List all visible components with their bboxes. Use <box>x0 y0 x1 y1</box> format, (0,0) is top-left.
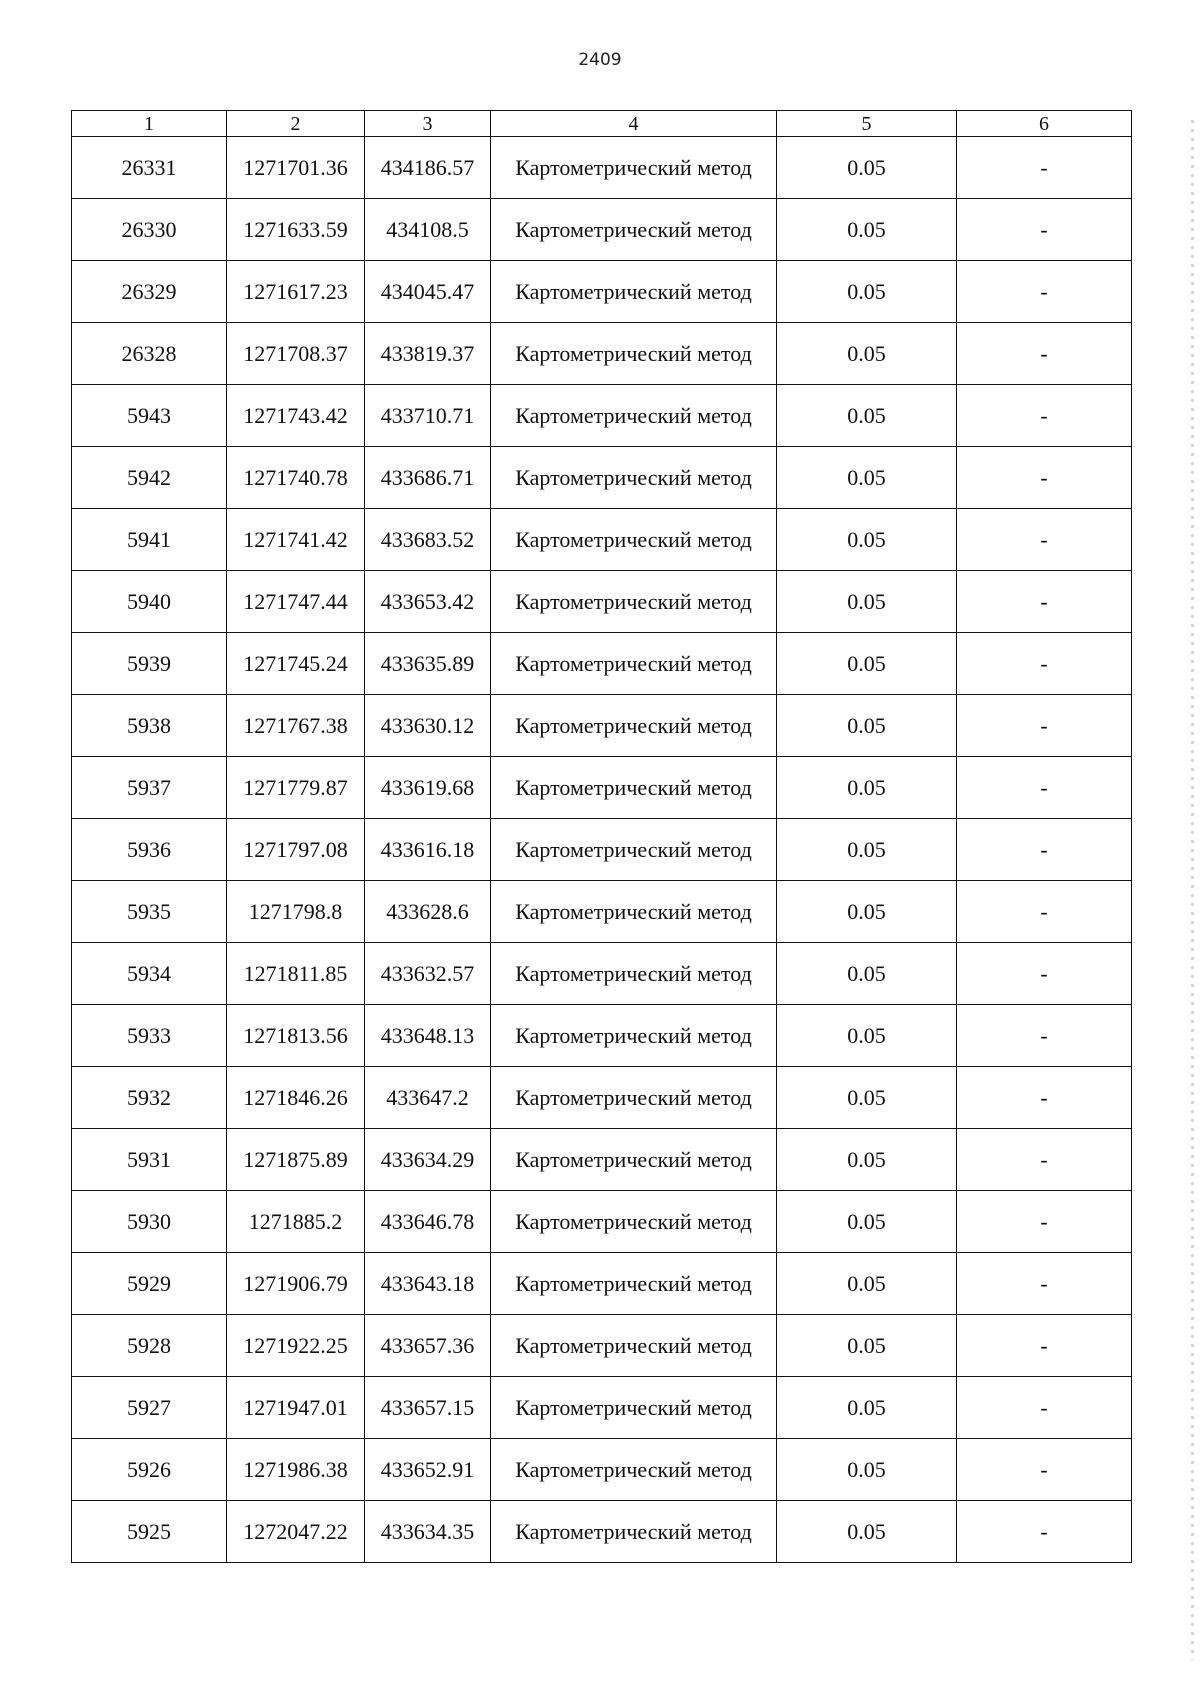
accuracy-cell: 0.05 <box>777 695 957 757</box>
note-cell: - <box>957 571 1132 633</box>
point-number-cell: 5931 <box>72 1129 227 1191</box>
method-cell: Картометрический метод <box>491 137 777 199</box>
table-row <box>72 571 1132 633</box>
x-coordinate-cell: 1271633.59 <box>227 199 365 261</box>
note-cell: - <box>957 1315 1132 1377</box>
accuracy-cell: 0.05 <box>777 1005 957 1067</box>
x-coordinate-cell: 1271743.42 <box>227 385 365 447</box>
point-number-cell: 5926 <box>72 1439 227 1501</box>
column-header: 6 <box>957 111 1132 137</box>
x-coordinate-cell: 1271797.08 <box>227 819 365 881</box>
accuracy-cell: 0.05 <box>777 1253 957 1315</box>
point-number-cell: 5941 <box>72 509 227 571</box>
accuracy-cell: 0.05 <box>777 1129 957 1191</box>
note-cell: - <box>957 509 1132 571</box>
table-row <box>72 385 1132 447</box>
y-coordinate-cell: 433634.35 <box>365 1501 491 1563</box>
x-coordinate-cell: 1271701.36 <box>227 137 365 199</box>
accuracy-cell: 0.05 <box>777 1377 957 1439</box>
table-row <box>72 881 1132 943</box>
point-number-cell: 5939 <box>72 633 227 695</box>
y-coordinate-cell: 434108.5 <box>365 199 491 261</box>
y-coordinate-cell: 433657.36 <box>365 1315 491 1377</box>
note-cell: - <box>957 1439 1132 1501</box>
accuracy-cell: 0.05 <box>777 261 957 323</box>
point-number-cell: 5925 <box>72 1501 227 1563</box>
note-cell: - <box>957 1501 1132 1563</box>
x-coordinate-cell: 1271846.26 <box>227 1067 365 1129</box>
table-body <box>72 137 1132 1563</box>
method-cell: Картометрический метод <box>491 1439 777 1501</box>
accuracy-cell: 0.05 <box>777 1501 957 1563</box>
accuracy-cell: 0.05 <box>777 137 957 199</box>
note-cell: - <box>957 943 1132 1005</box>
y-coordinate-cell: 433630.12 <box>365 695 491 757</box>
y-coordinate-cell: 433657.15 <box>365 1377 491 1439</box>
accuracy-cell: 0.05 <box>777 943 957 1005</box>
table-row <box>72 1129 1132 1191</box>
table-row <box>72 757 1132 819</box>
y-coordinate-cell: 433647.2 <box>365 1067 491 1129</box>
y-coordinate-cell: 433634.29 <box>365 1129 491 1191</box>
table-row <box>72 1439 1132 1501</box>
table-row <box>72 1377 1132 1439</box>
note-cell: - <box>957 695 1132 757</box>
point-number-cell: 26331 <box>72 137 227 199</box>
accuracy-cell: 0.05 <box>777 509 957 571</box>
accuracy-cell: 0.05 <box>777 1067 957 1129</box>
table-row <box>72 695 1132 757</box>
method-cell: Картометрический метод <box>491 1129 777 1191</box>
y-coordinate-cell: 433819.37 <box>365 323 491 385</box>
accuracy-cell: 0.05 <box>777 323 957 385</box>
point-number-cell: 5938 <box>72 695 227 757</box>
note-cell: - <box>957 385 1132 447</box>
x-coordinate-cell: 1271708.37 <box>227 323 365 385</box>
x-coordinate-cell: 1271813.56 <box>227 1005 365 1067</box>
point-number-cell: 26330 <box>72 199 227 261</box>
method-cell: Картометрический метод <box>491 1315 777 1377</box>
table-row <box>72 943 1132 1005</box>
table-row <box>72 1005 1132 1067</box>
note-cell: - <box>957 633 1132 695</box>
y-coordinate-cell: 433632.57 <box>365 943 491 1005</box>
table-row <box>72 1191 1132 1253</box>
y-coordinate-cell: 433628.6 <box>365 881 491 943</box>
accuracy-cell: 0.05 <box>777 881 957 943</box>
y-coordinate-cell: 433616.18 <box>365 819 491 881</box>
y-coordinate-cell: 433648.13 <box>365 1005 491 1067</box>
column-header: 3 <box>365 111 491 137</box>
method-cell: Картометрический метод <box>491 1501 777 1563</box>
x-coordinate-cell: 1271922.25 <box>227 1315 365 1377</box>
method-cell: Картометрический метод <box>491 633 777 695</box>
accuracy-cell: 0.05 <box>777 571 957 633</box>
y-coordinate-cell: 434186.57 <box>365 137 491 199</box>
point-number-cell: 5929 <box>72 1253 227 1315</box>
table-row <box>72 509 1132 571</box>
note-cell: - <box>957 323 1132 385</box>
method-cell: Картометрический метод <box>491 757 777 819</box>
x-coordinate-cell: 1271798.8 <box>227 881 365 943</box>
note-cell: - <box>957 881 1132 943</box>
point-number-cell: 26328 <box>72 323 227 385</box>
method-cell: Картометрический метод <box>491 509 777 571</box>
note-cell: - <box>957 199 1132 261</box>
column-header: 1 <box>72 111 227 137</box>
y-coordinate-cell: 434045.47 <box>365 261 491 323</box>
note-cell: - <box>957 447 1132 509</box>
method-cell: Картометрический метод <box>491 1253 777 1315</box>
y-coordinate-cell: 433683.52 <box>365 509 491 571</box>
method-cell: Картометрический метод <box>491 881 777 943</box>
table-row <box>72 633 1132 695</box>
x-coordinate-cell: 1271779.87 <box>227 757 365 819</box>
y-coordinate-cell: 433646.78 <box>365 1191 491 1253</box>
accuracy-cell: 0.05 <box>777 1191 957 1253</box>
table-row <box>72 137 1132 199</box>
method-cell: Картометрический метод <box>491 1377 777 1439</box>
x-coordinate-cell: 1271741.42 <box>227 509 365 571</box>
table-row <box>72 1315 1132 1377</box>
point-number-cell: 26329 <box>72 261 227 323</box>
table-row <box>72 323 1132 385</box>
x-coordinate-cell: 1271811.85 <box>227 943 365 1005</box>
y-coordinate-cell: 433643.18 <box>365 1253 491 1315</box>
note-cell: - <box>957 1377 1132 1439</box>
x-coordinate-cell: 1271767.38 <box>227 695 365 757</box>
column-header: 5 <box>777 111 957 137</box>
method-cell: Картометрический метод <box>491 447 777 509</box>
point-number-cell: 5943 <box>72 385 227 447</box>
note-cell: - <box>957 137 1132 199</box>
x-coordinate-cell: 1272047.22 <box>227 1501 365 1563</box>
y-coordinate-cell: 433686.71 <box>365 447 491 509</box>
point-number-cell: 5932 <box>72 1067 227 1129</box>
method-cell: Картометрический метод <box>491 1067 777 1129</box>
table-row <box>72 199 1132 261</box>
table-row <box>72 819 1132 881</box>
note-cell: - <box>957 819 1132 881</box>
method-cell: Картометрический метод <box>491 1005 777 1067</box>
note-cell: - <box>957 1005 1132 1067</box>
point-number-cell: 5940 <box>72 571 227 633</box>
x-coordinate-cell: 1271617.23 <box>227 261 365 323</box>
point-number-cell: 5933 <box>72 1005 227 1067</box>
point-number-cell: 5934 <box>72 943 227 1005</box>
x-coordinate-cell: 1271947.01 <box>227 1377 365 1439</box>
y-coordinate-cell: 433619.68 <box>365 757 491 819</box>
point-number-cell: 5936 <box>72 819 227 881</box>
table-row <box>72 261 1132 323</box>
x-coordinate-cell: 1271740.78 <box>227 447 365 509</box>
table-row <box>72 1253 1132 1315</box>
scan-edge-artifact <box>1191 120 1194 1660</box>
method-cell: Картометрический метод <box>491 199 777 261</box>
note-cell: - <box>957 261 1132 323</box>
x-coordinate-cell: 1271747.44 <box>227 571 365 633</box>
note-cell: - <box>957 1253 1132 1315</box>
note-cell: - <box>957 757 1132 819</box>
accuracy-cell: 0.05 <box>777 757 957 819</box>
y-coordinate-cell: 433653.42 <box>365 571 491 633</box>
accuracy-cell: 0.05 <box>777 633 957 695</box>
method-cell: Картометрический метод <box>491 819 777 881</box>
x-coordinate-cell: 1271745.24 <box>227 633 365 695</box>
point-number-cell: 5928 <box>72 1315 227 1377</box>
table-row <box>72 1501 1132 1563</box>
method-cell: Картометрический метод <box>491 943 777 1005</box>
method-cell: Картометрический метод <box>491 695 777 757</box>
x-coordinate-cell: 1271906.79 <box>227 1253 365 1315</box>
point-number-cell: 5937 <box>72 757 227 819</box>
method-cell: Картометрический метод <box>491 261 777 323</box>
column-header: 4 <box>491 111 777 137</box>
point-number-cell: 5930 <box>72 1191 227 1253</box>
accuracy-cell: 0.05 <box>777 819 957 881</box>
note-cell: - <box>957 1067 1132 1129</box>
method-cell: Картометрический метод <box>491 571 777 633</box>
accuracy-cell: 0.05 <box>777 1439 957 1501</box>
method-cell: Картометрический метод <box>491 323 777 385</box>
accuracy-cell: 0.05 <box>777 1315 957 1377</box>
method-cell: Картометрический метод <box>491 1191 777 1253</box>
note-cell: - <box>957 1191 1132 1253</box>
page-number: 2409 <box>578 50 622 70</box>
x-coordinate-cell: 1271875.89 <box>227 1129 365 1191</box>
accuracy-cell: 0.05 <box>777 447 957 509</box>
header-row <box>72 111 1132 137</box>
accuracy-cell: 0.05 <box>777 199 957 261</box>
x-coordinate-cell: 1271986.38 <box>227 1439 365 1501</box>
point-number-cell: 5935 <box>72 881 227 943</box>
x-coordinate-cell: 1271885.2 <box>227 1191 365 1253</box>
coordinates-table <box>71 110 1132 1563</box>
y-coordinate-cell: 433710.71 <box>365 385 491 447</box>
point-number-cell: 5927 <box>72 1377 227 1439</box>
accuracy-cell: 0.05 <box>777 385 957 447</box>
table-row <box>72 447 1132 509</box>
y-coordinate-cell: 433652.91 <box>365 1439 491 1501</box>
table-row <box>72 1067 1132 1129</box>
note-cell: - <box>957 1129 1132 1191</box>
method-cell: Картометрический метод <box>491 385 777 447</box>
point-number-cell: 5942 <box>72 447 227 509</box>
column-header: 2 <box>227 111 365 137</box>
y-coordinate-cell: 433635.89 <box>365 633 491 695</box>
